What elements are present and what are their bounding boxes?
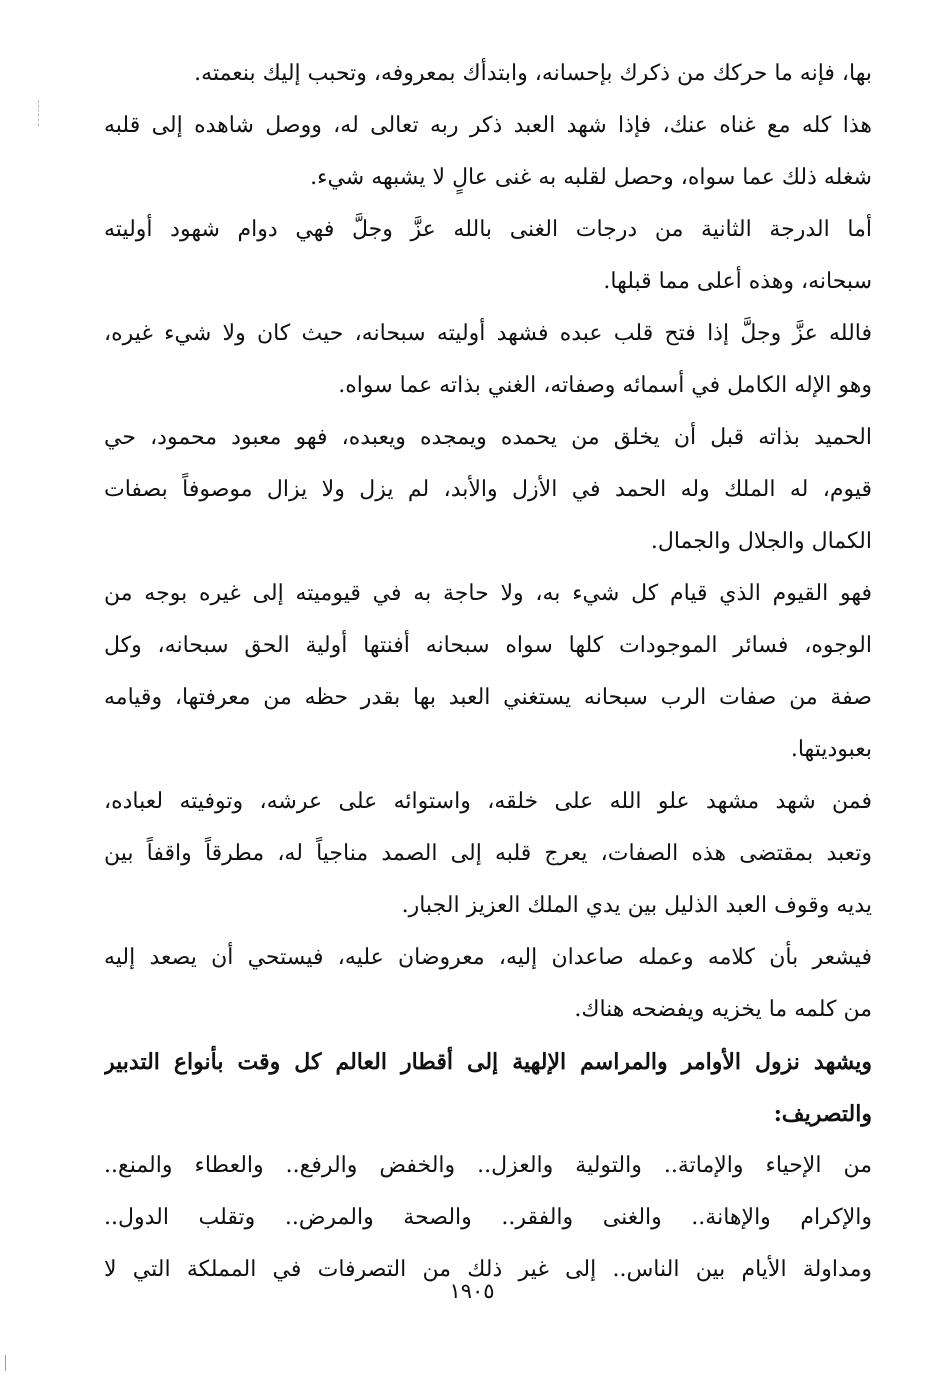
text-line-12: الوجوه، فسائر الموجودات كلها سواه سبحانه أفنتها أولية الحق سبحانه، وكل — [104, 633, 872, 658]
text-line-24: ومداولة الأيام بين الناس.. إلى غير ذلك من التصرفات في المملكة التي لا — [104, 1257, 872, 1282]
text-line-1: بها، فإنه ما حركك من ذكرك بإحسانه، وابتدأك بمعروفه، وتحبب إليك بنعمته. — [194, 61, 872, 86]
text-line-20-heading: ويشهد نزول الأوامر والمراسم الإلهية إلى أقطار العالم كل وقت بأنواع التدبير — [104, 1049, 872, 1075]
text-line-10: الكمال والجلال والجمال. — [650, 529, 872, 554]
text-line-5: سبحانه، وهذه أعلى مما قبلها. — [603, 269, 872, 294]
text-line-19: من كلمه ما يخزيه ويفضحه هناك. — [574, 997, 872, 1022]
body-text — [104, 48, 872, 1296]
text-line-18: فيشعر بأن كلامه وعمله صاعدان إليه، معروضان عليه، فيستحي أن يصعد إليه — [104, 945, 872, 970]
text-line-4: أما الدرجة الثانية من درجات الغنى بالله عزَّ وجلَّ فهي دوام شهود أوليته — [104, 217, 872, 242]
text-line-11: فهو القيوم الذي قيام كل شيء به، ولا حاجة به في قيوميته إلى غيره بوجه من — [104, 581, 872, 606]
edge-scan-mark — [5, 1355, 6, 1371]
page-number: ١٩٠٥ — [449, 1279, 495, 1303]
text-line-9: قيوم، له الملك وله الحمد في الأزل والأبد، لم يزل ولا يزال موصوفاً بصفات — [104, 477, 872, 502]
text-line-17: يديه وقوف العبد الذليل بين يدي الملك العزيز الجبار. — [401, 893, 872, 918]
text-line-14: بعبوديتها. — [790, 737, 872, 762]
text-line-13: صفة من صفات الرب سبحانه يستغني العبد بها بقدر حظه من معرفتها، وقيامه — [104, 685, 872, 710]
text-line-23: والإكرام والإهانة.. والغنى والفقر.. والصحة والمرض.. وتقلب الدول.. — [104, 1205, 872, 1230]
text-line-21-heading: والتصريف: — [773, 1101, 872, 1127]
margin-scan-mark — [38, 100, 39, 126]
text-line-15: فمن شهد مشهد علو الله على خلقه، واستوائه على عرشه، وتوفيته لعباده، — [104, 789, 872, 814]
text-line-2: هذا كله مع غناه عنك، فإذا شهد العبد ذكر ربه تعالى له، ووصل شاهده إلى قلبه — [104, 113, 872, 138]
text-line-22: من الإحياء والإماتة.. والتولية والعزل.. والخفض والرفع.. والعطاء والمنع.. — [104, 1153, 872, 1178]
text-line-6: فالله عزَّ وجلَّ إذا فتح قلب عبده فشهد أوليته سبحانه، حيث كان ولا شيء غيره، — [104, 321, 872, 346]
text-line-16: وتعبد بمقتضى هذه الصفات، يعرج قلبه إلى الصمد مناجياً له، مطرقاً واقفاً بين — [104, 841, 872, 866]
text-line-7: وهو الإله الكامل في أسمائه وصفاته، الغني بذاته عما سواه. — [338, 373, 872, 398]
text-line-8: الحميد بذاته قبل أن يخلق من يحمده ويمجده ويعبده، فهو معبود محمود، حي — [104, 425, 872, 450]
text-line-3: شغله ذلك عما سواه، وحصل لقلبه به غنى عالٍ لا يشبهه شيء. — [310, 165, 872, 190]
